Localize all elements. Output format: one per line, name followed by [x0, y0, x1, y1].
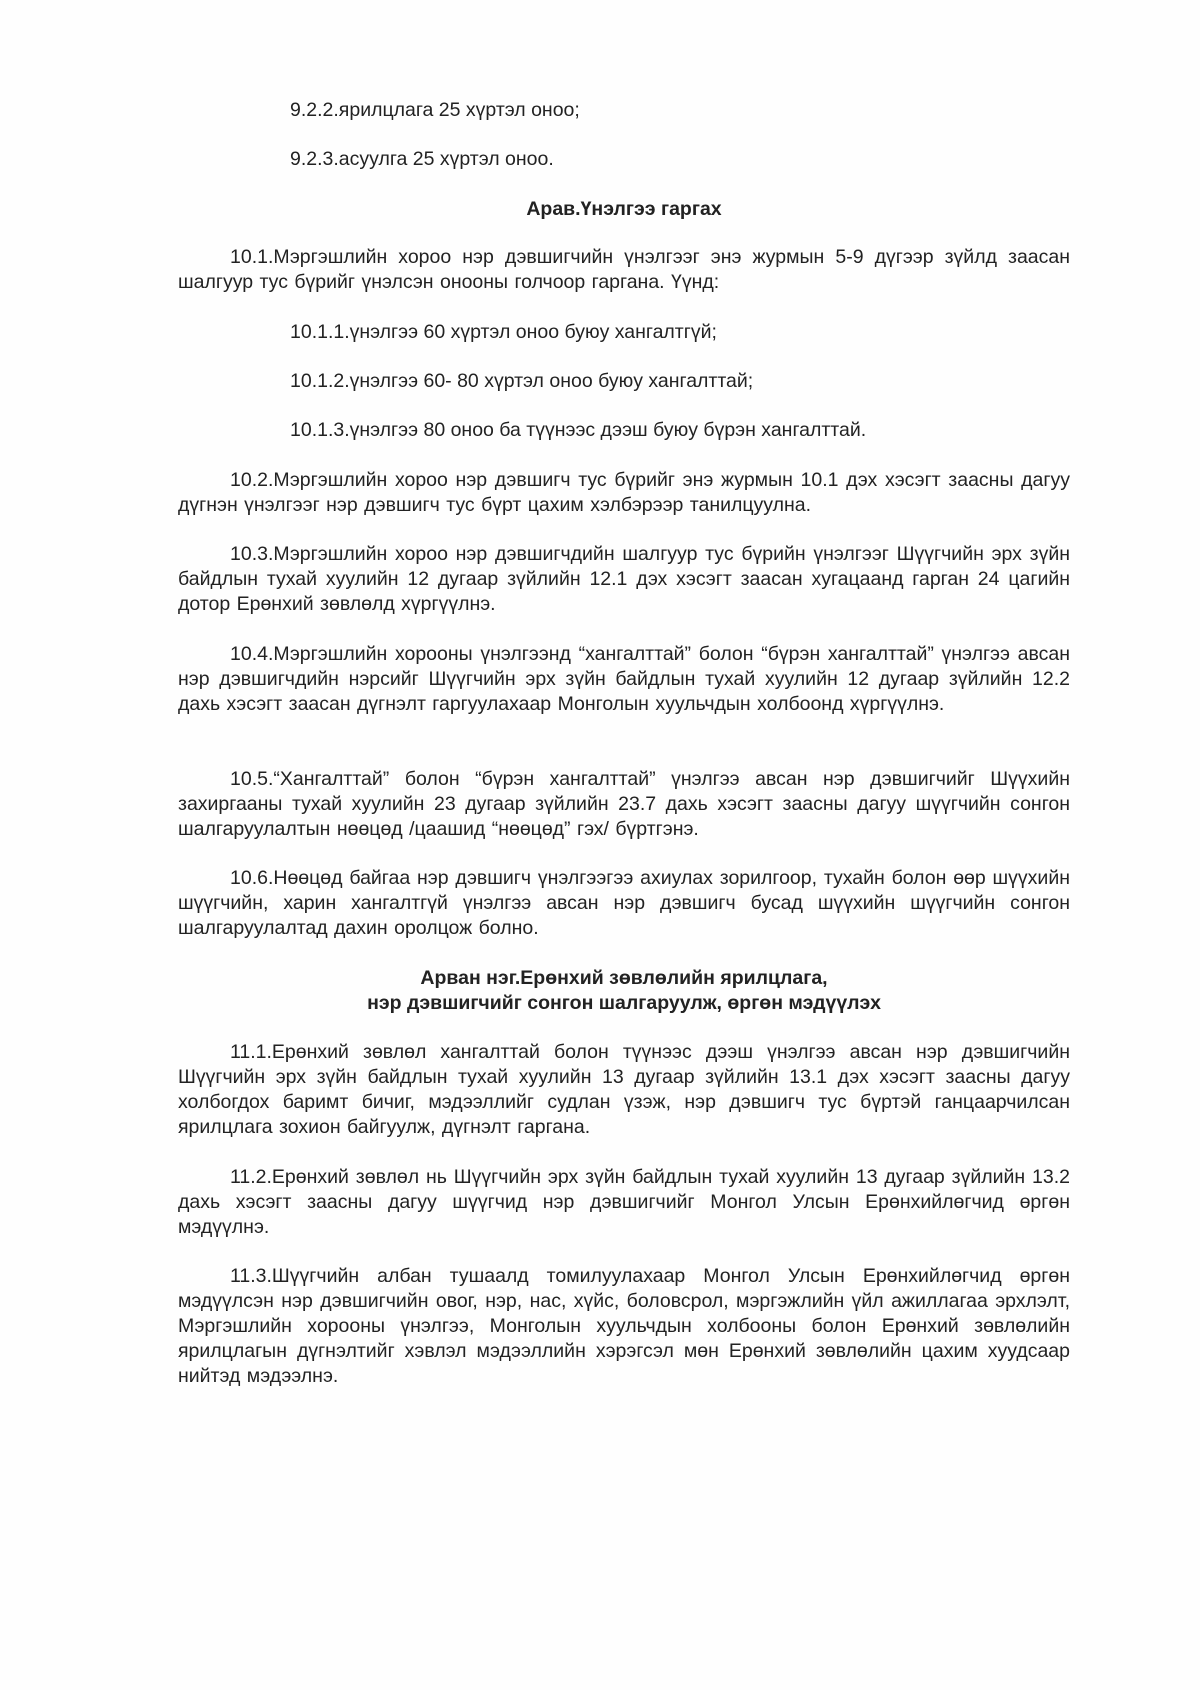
paragraph-11-3: 11.3.Шүүгчийн албан тушаалд томилуулахаар Монгол Улсын Ерөнхийлөгчид өргөн мэдүүлсэн нэр дэвшигчийн овог, нэр, нас, хүйс, боловсрол, мэргэжлийн үйл ажиллагаа эрхлэлт, Мэргэшлийн хорооны үнэлгээ, Монголын хуульчдын холбооны болон Ерөнхий зөвлөлийн ярилцлагын дүгнэлтийг хэвлэл мэдээллийн хэрэгсэл мөн Ерөнхий зөвлөлийн цахим хуудсаар нийтэд мэдээлнэ. — [178, 1265, 1070, 1387]
paragraph-10-2: 10.2.Мэргэшлийн хороо нэр дэвшигч тус бүрийг энэ журмын 10.1 дэх хэсэгт заасны дагуу дүгнэн үнэлгээг нэр дэвшигч тус бүрт цахим хэлбэрээр танилцуулна. — [178, 469, 1070, 516]
paragraph-10-6: 10.6.Нөөцөд байгаа нэр дэвшигч үнэлгээгээ ахиулах зорилгоор, тухайн болон өөр шүүхийн шүүгчийн, харин хангалтгүй үнэлгээ авсан нэр дэвшигч бусад шүүхийн шүүгчийн сонгон шалгаруулалтад дахин оролцож болно. — [178, 867, 1070, 939]
section-10-heading: Арав.Үнэлгээ гаргах — [526, 198, 722, 220]
section-11-heading-line1: Арван нэг.Ерөнхий зөвлөлийн ярилцлага, — [420, 967, 828, 989]
section-11-heading-line2: нэр дэвшигчийг сонгон шалгаруулж, өргөн мэдүүлэх — [367, 992, 881, 1014]
paragraph-10-5: 10.5.“Хангалттай” болон “бүрэн хангалттай” үнэлгээ авсан нэр дэвшигчийг Шүүхийн захиргааны тухай хуулийн 23 дугаар зүйлийн 23.7 дахь хэсэгт заасны дагуу шүүгчийн сонгон шалгаруулалтын нөөцөд /цаашид “нөөцөд” гэх/ бүртгэнэ. — [178, 768, 1070, 840]
section-11-heading — [178, 966, 1070, 1016]
paragraph-11-1: 11.1.Ерөнхий зөвлөл хангалттай болон түүнээс дээш үнэлгээ авсан нэр дэвшигчийн Шүүгчийн эрх зүйн байдлын тухай хуулийн 13 дугаар зүйлийн 13.1 дэх хэсэгт заасны дагуу холбогдох баримт бичиг, мэдээллийг судлан үзэж, нэр дэвшигч тус бүртэй ганцаарчилсан ярилцлага зохион байгуулж, дүгнэлт гаргана. — [178, 1041, 1070, 1138]
paragraph-10-4: 10.4.Мэргэшлийн хорооны үнэлгээнд “хангалттай” болон “бүрэн хангалттай” үнэлгээ авсан нэр дэвшигчдийн нэрсийг Шүүгчийн эрх зүйн байдлын тухай хуулийн 12 дугаар зүйлийн 12.2 дахь хэсэгт заасан дүгнэлт гаргуулахаар Монголын хуульчдын холбоонд хүргүүлнэ. — [178, 643, 1070, 715]
list-item-10-1-3: 10.1.3.үнэлгээ 80 оноо ба түүнээс дээш буюу бүрэн хангалттай. — [290, 419, 867, 441]
list-item-10-1-2: 10.1.2.үнэлгээ 60- 80 хүртэл оноо буюу хангалттай; — [290, 370, 754, 392]
paragraph-11-2: 11.2.Ерөнхий зөвлөл нь Шүүгчийн эрх зүйн байдлын тухай хуулийн 13 дугаар зүйлийн 13.2 дахь хэсэгт заасны дагуу шүүгчид нэр дэвшигчийг Монгол Улсын Ерөнхийлөгчид өргөн мэдүүлнэ. — [178, 1166, 1070, 1238]
list-item-10-1-1: 10.1.1.үнэлгээ 60 хүртэл оноо буюу хангалтгүй; — [290, 321, 717, 343]
list-item-9-2-3: 9.2.3.асуулга 25 хүртэл оноо. — [290, 148, 554, 170]
paragraph-10-1: 10.1.Мэргэшлийн хороо нэр дэвшигчийн үнэлгээг энэ журмын 5-9 дүгээр зүйлд заасан шалгуур тус бүрийг үнэлсэн онооны голчоор гаргана. Үүнд: — [178, 246, 1070, 293]
paragraph-10-3: 10.3.Мэргэшлийн хороо нэр дэвшигчдийн шалгуур тус бүрийн үнэлгээг Шүүгчийн эрх зүйн байдлын тухай хуулийн 12 дугаар зүйлийн 12.1 дэх хэсэгт заасан хугацаанд гарган 24 цагийн дотор Ерөнхий зөвлөлд хүргүүлнэ. — [178, 543, 1070, 615]
list-item-9-2-2: 9.2.2.ярилцлага 25 хүртэл оноо; — [290, 99, 580, 121]
